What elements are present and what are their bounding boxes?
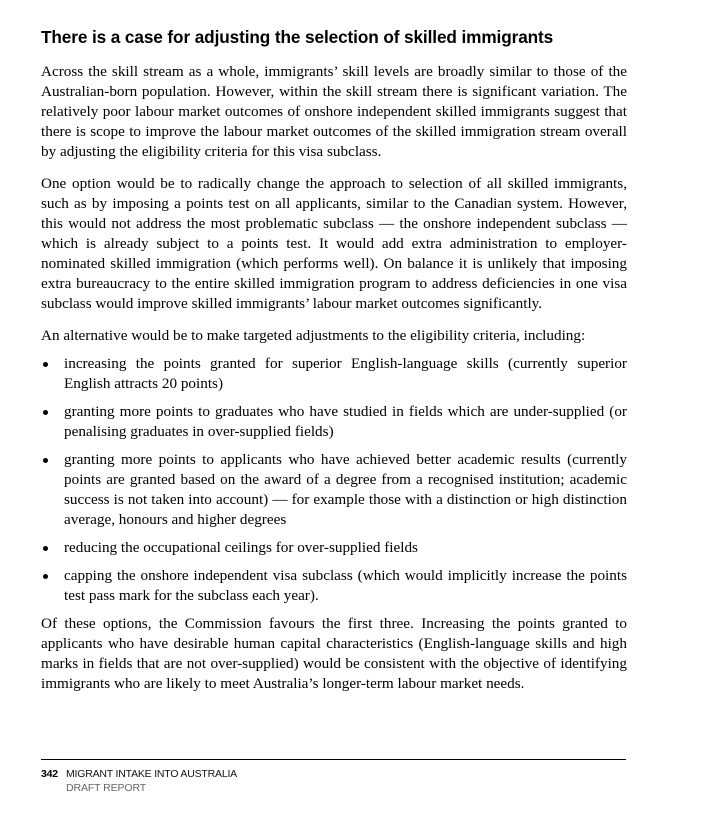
list-item — [41, 566, 627, 606]
page-number: 342 — [41, 768, 58, 780]
bullet-icon — [43, 574, 48, 579]
section-heading: There is a case for adjusting the selection of skilled immigrants — [41, 27, 554, 47]
report-subtitle: DRAFT REPORT — [66, 782, 147, 794]
list-item — [41, 354, 627, 394]
bullet-icon — [43, 458, 48, 463]
list-intro: An alternative would be to make targeted adjustments to the eligibility criteria, including: — [41, 327, 586, 344]
paragraph-skill-stream: Across the skill stream as a whole, immigrants’ skill levels are broadly similar to those of the Australian-born population. However, within the skill stream there is significant variation. The relatively poor labour market outcomes of onshore independent skilled immigrants suggest that there is scope to improve the labour market outcomes of the skilled immigration stream overall by adjusting the eligibility criteria for this visa subclass. — [41, 63, 627, 160]
list-item — [41, 402, 627, 442]
adjustment-options-list — [41, 354, 627, 606]
page-footer — [41, 759, 626, 795]
paragraph-option-points-test: One option would be to radically change the approach to selection of all skilled immigrants, such as by imposing a points test on all applicants, similar to the Canadian system. However, this would not address the most problematic subclass — the onshore independent subclass — which is already subject to a points test. It would add extra administration to employer-nominated skilled immigration (which performs well). On balance it is unlikely that imposing extra bureaucracy to the entire skilled immigration program to address deficiencies in one visa subclass would improve skilled immigrants’ labour market outcomes significantly. — [41, 175, 627, 312]
bullet-icon — [43, 410, 48, 415]
list-item — [41, 538, 627, 558]
footer-title-row — [41, 767, 626, 781]
report-title: MIGRANT INTAKE INTO AUSTRALIA — [66, 768, 237, 780]
list-item-text: capping the onshore independent visa subclass (which would implicitly increase the points test pass mark for the subclass each year). — [64, 567, 627, 604]
bullet-icon — [43, 546, 48, 551]
list-item — [41, 450, 627, 530]
paragraph-conclusion: Of these options, the Commission favours the first three. Increasing the points granted to applicants who have desirable human capital characteristics (English-language skills and high marks in fields that are not over-supplied) would be consistent with the objective of identifying immigrants who are likely to meet Australia’s longer-term labour market needs. — [41, 615, 627, 692]
document-page — [41, 26, 627, 706]
list-item-text: reducing the occupational ceilings for over-supplied fields — [64, 539, 418, 556]
list-item-text: granting more points to applicants who have achieved better academic results (currently points are granted based on the award of a degree from a recognised institution; academic success is not taken into account) — for example those with a distinction or high distinction average, honours and higher degrees — [64, 451, 627, 528]
list-item-text: granting more points to graduates who have studied in fields which are under-supplied (or penalising graduates in over-supplied fields) — [64, 403, 627, 440]
bullet-icon — [43, 362, 48, 367]
list-item-text: increasing the points granted for superior English-language skills (currently superior English attracts 20 points) — [64, 355, 627, 392]
